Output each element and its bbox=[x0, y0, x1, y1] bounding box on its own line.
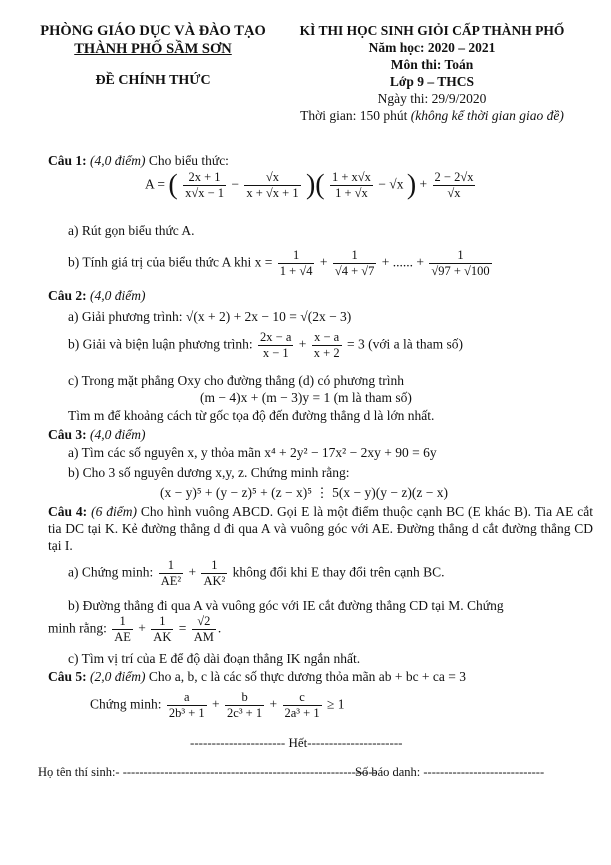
q2-heading: Câu 2: (4,0 điểm) bbox=[48, 288, 146, 303]
exam-duration: Thời gian: 150 phút (không kể thời gian giao đề) bbox=[300, 108, 564, 123]
q3-heading: Câu 3: (4,0 điểm) bbox=[48, 427, 146, 442]
candidate-number-field: Số báo danh: ----------------------------- bbox=[355, 765, 545, 779]
subject: Môn thi: Toán bbox=[390, 57, 474, 72]
q1-heading: Câu 1: (4,0 điểm) Cho biểu thức: bbox=[48, 153, 229, 168]
q2-part-c-line1: c) Trong mặt phẳng Oxy cho đường thẳng (d) có phương trình bbox=[68, 373, 404, 388]
q2-part-c-equation: (m − 4)x + (m − 3)y = 1 (m là tham số) bbox=[200, 390, 412, 405]
exam-date: Ngày thi: 29/9/2020 bbox=[377, 91, 487, 106]
q5-heading: Câu 5: (2,0 điểm) Cho a, b, c là các số thực dương thỏa mãn ab + bc + ca = 3 bbox=[48, 669, 467, 684]
q4-part-a: a) Chứng minh: $\frac{1}{\text{AE²}}$ + $\frac{1}{\text{AK²}}$ không đổi khi E thay đổi trên cạnh BC. bbox=[68, 558, 445, 588]
candidate-name-field: Họ tên thí sinh:- ------------------------------------------------------------- bbox=[38, 765, 377, 779]
q1-part-b: b) Tính giá trị của biểu thức A khi x = $\frac{1}{1 + √4}$ + $\frac{1}{√4 + √7}$ + ...... + $\frac{1}{√97 + √100}$ bbox=[68, 248, 490, 278]
school-year: Năm học: 2020 – 2021 bbox=[368, 40, 496, 55]
q4-part-b-line1: b) Đường thẳng đi qua A và vuông góc với IE cắt đường thẳng CD tại M. Chứng bbox=[68, 598, 504, 613]
q5-inequality: Chứng minh: $\frac{a}{\text{2b³ + 1}}$ + $\frac{b}{\text{2c³ + 1}}$ + $\frac{c}{\text{2a³ + 1}}$ ≥ 1 bbox=[90, 690, 345, 720]
q2-part-c-line3: Tìm m để khoảng cách từ gốc tọa độ đến đường thẳng d là lớn nhất. bbox=[68, 408, 435, 423]
q2-part-a: a) Giải phương trình: √(x + 2) + 2x − 10 = √(2x − 3) bbox=[68, 309, 352, 324]
q3-part-a: a) Tìm các số nguyên x, y thỏa mãn x⁴ + 2y² − 17x² − 2xy + 90 = 6y bbox=[68, 445, 437, 460]
q3-part-b-equation: (x − y)⁵ + (y − z)⁵ + (z − x)⁵ ⋮ 5(x − y)(y − z)(z − x) bbox=[160, 485, 448, 500]
q4-part-c: c) Tìm vị trí của E để độ dài đoạn thẳng IK ngắn nhất. bbox=[68, 651, 361, 666]
official-label: ĐỀ CHÍNH THỨC bbox=[95, 73, 211, 88]
q4-text: Câu 4: (6 điểm) Cho hình vuông ABCD. Gọi E là một điểm thuộc cạnh BC (E khác B). Tia AE cắt tia DC tại K. Kẻ đường thẳng d đi qua A và vuông góc với AE. Đường thẳng d cắt đường thẳng CD tại I. bbox=[48, 504, 593, 553]
end-marker: ---------------------- Hết---------------------- bbox=[190, 735, 403, 750]
q1-expression: A = ( $\frac{2x + 1}{x√x - 1}$ − $\frac{√x}{x + √x + 1}$ )( $\frac{1 + x√x}{1 + √x}$ − √x ) + $\frac{2 - 2√x}{√x}$ bbox=[145, 169, 474, 201]
issuer-block bbox=[28, 22, 278, 90]
exam-title: KÌ THI HỌC SINH GIỎI CẤP THÀNH PHỐ bbox=[299, 23, 565, 38]
q3-part-b: b) Cho 3 số nguyên dương x,y, z. Chứng minh rằng: bbox=[68, 465, 350, 480]
grade: Lớp 9 – THCS bbox=[389, 74, 475, 89]
q2-part-b: b) Giải và biện luận phương trình: $\frac{2x - a}{x - 1}$ + $\frac{x - a}{x + 2}$ = 3 (với a là tham số) bbox=[68, 330, 463, 360]
issuer-line-1: PHÒNG GIÁO DỤC VÀ ĐÀO TẠO bbox=[40, 23, 266, 39]
issuer-line-2: THÀNH PHỐ SẦM SƠN bbox=[74, 41, 232, 57]
q1-part-a: a) Rút gọn biểu thức A. bbox=[68, 223, 195, 238]
exam-info-block bbox=[272, 22, 592, 124]
q4-part-b-line2: minh rằng: $\frac{1}{AE}$ + $\frac{1}{AK}$ = $\frac{√2}{AM}$ . bbox=[48, 614, 222, 644]
